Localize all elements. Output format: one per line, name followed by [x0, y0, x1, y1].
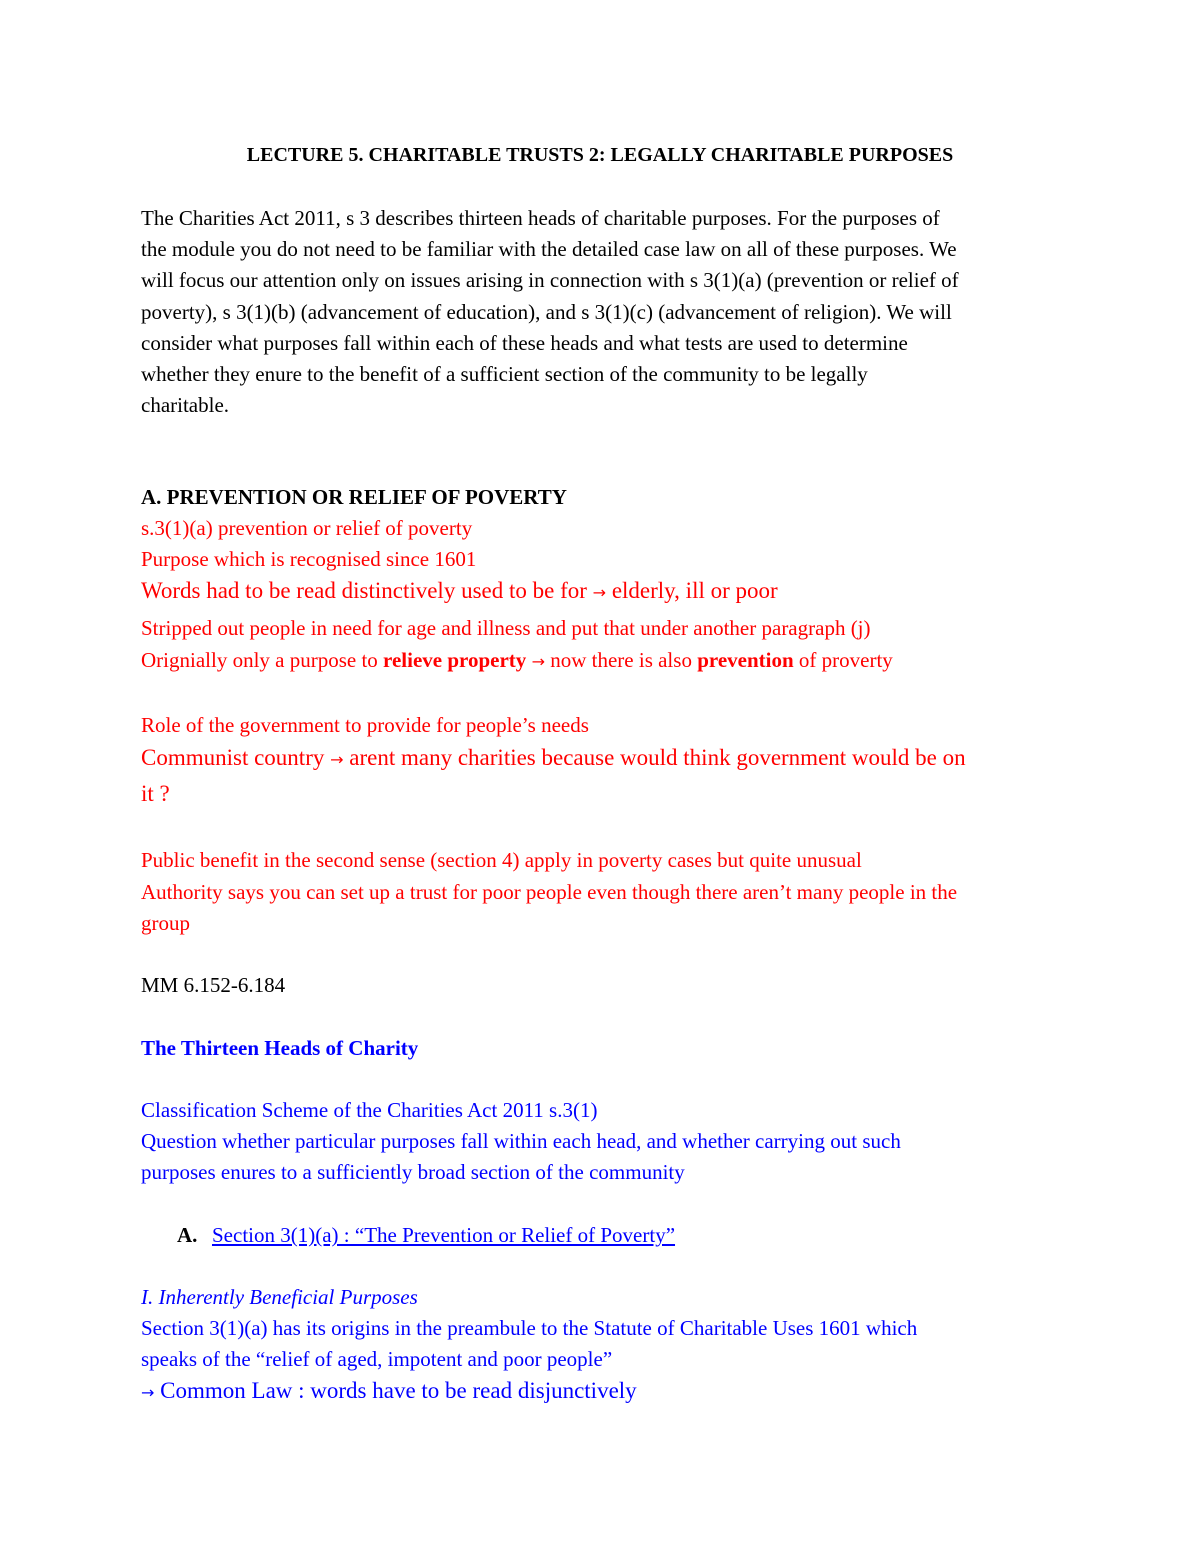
section-a-line: Purpose which is recognised since 1601 [141, 547, 477, 571]
section-a-line: Public benefit in the second sense (section 4) apply in poverty cases but quite unusual [141, 848, 862, 872]
section-a-line: Communist country → arent many charities because would think government would be on [141, 745, 966, 770]
reference-text: MM 6.152-6.184 [141, 973, 286, 997]
intro-line: The Charities Act 2011, s 3 describes thirteen heads of charitable purposes. For the purposes of [141, 206, 940, 230]
section-a-line: Orignially only a purpose to relieve property → now there is also prevention of proverty [141, 648, 893, 672]
section-a-line: Words had to be read distinctively used to be for → elderly, ill or poor [141, 578, 778, 603]
sub-heading: I. Inherently Beneficial Purposes [141, 1285, 418, 1309]
thirteen-line: Question whether particular purposes fall within each head, and whether carrying out such [141, 1129, 901, 1153]
section-a-line: s.3(1)(a) prevention or relief of poverty [141, 516, 473, 540]
section-a-line: Role of the government to provide for people’s needs [141, 713, 589, 737]
section-a-line: it ? [141, 781, 170, 806]
thirteen-line: speaks of the “relief of aged, impotent and poor people” [141, 1347, 613, 1371]
intro-line: charitable. [141, 393, 230, 418]
list-marker: A. [177, 1223, 198, 1247]
thirteen-line: Section 3(1)(a) has its origins in the preambule to the Statute of Charitable Uses 1601 which [141, 1316, 918, 1340]
thirteen-line: purposes enures to a sufficiently broad section of the community [141, 1160, 685, 1184]
intro-line: the module you do not need to be familiar with the detailed case law on all of these purposes. We [141, 237, 957, 262]
right-arrow-icon: → [531, 652, 545, 671]
section-a-heading: A. PREVENTION OR RELIEF OF POVERTY [141, 485, 567, 509]
list-item-label: Section 3(1)(a) : “The Prevention or Relief of Poverty” [212, 1223, 676, 1247]
list-item [177, 1223, 675, 1248]
intro-line: whether they enure to the benefit of a sufficient section of the community to be legally [141, 362, 868, 387]
page-title: LECTURE 5. CHARITABLE TRUSTS 2: LEGALLY CHARITABLE PURPOSES [246, 144, 954, 166]
right-arrow-icon: → [141, 1383, 155, 1402]
intro-line: consider what purposes fall within each of these heads and what tests are used to determine [141, 330, 908, 355]
intro-paragraph [141, 203, 1059, 421]
thirteen-line: Classification Scheme of the Charities Act 2011 s.3(1) [141, 1098, 598, 1122]
right-arrow-icon: → [592, 583, 607, 602]
thirteen-heads-heading: The Thirteen Heads of Charity [141, 1036, 419, 1060]
thirteen-line: → Common Law : words have to be read disjunctively [141, 1378, 637, 1403]
intro-line: will focus our attention only on issues arising in connection with s 3(1)(a) (prevention or relief of [141, 268, 959, 293]
intro-line: poverty), s 3(1)(b) (advancement of education), and s 3(1)(c) (advancement of religion). We will [141, 299, 952, 324]
section-a-line: group [141, 911, 190, 935]
right-arrow-icon: → [330, 750, 344, 769]
section-a-line: Stripped out people in need for age and illness and put that under another paragraph (j) [141, 616, 871, 640]
section-a-line: Authority says you can set up a trust for poor people even though there aren’t many people in the [141, 880, 958, 904]
